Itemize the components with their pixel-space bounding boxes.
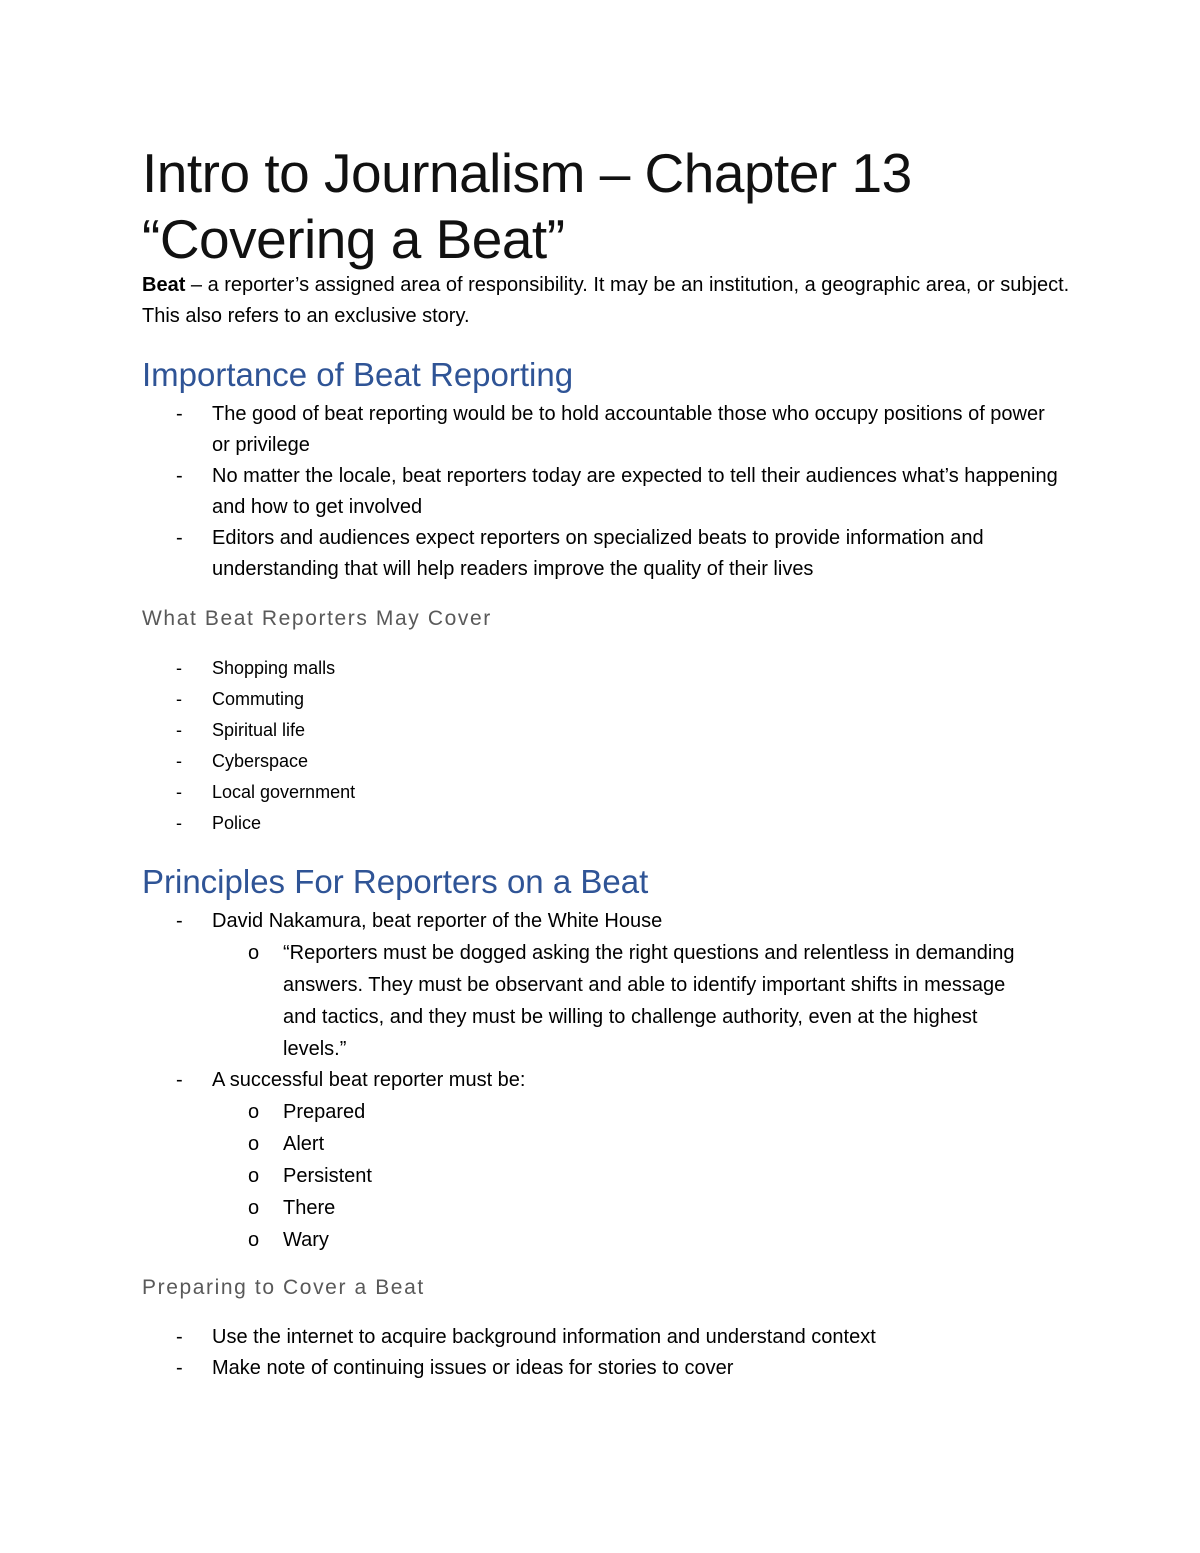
list-item: - Use the internet to acquire background information and understand context — [0, 1322, 1100, 1353]
quality-item: o Prepared — [0, 1096, 1100, 1128]
quality-item: o There — [0, 1192, 1100, 1224]
list-item: - Shopping malls — [0, 653, 1100, 684]
list-item: - Commuting — [0, 684, 1100, 715]
list-item: - Police — [0, 808, 1100, 839]
list-item: - David Nakamura, beat reporter of the White House o “Reporters must be dogged asking the right questions and relentless in demanding answers. They must be observant and able to identify important shifts in message and tactics, and they must be willing to challenge authority, even at the highest levels.” — [0, 906, 1100, 1065]
list-item: - Editors and audiences expect reporters on specialized beats to provide information and understanding that will help readers improve the quality of their lives — [0, 523, 1100, 585]
definition-text: – a reporter’s assigned area of responsibility. It may be an institution, a geographic area, or subject. This also refers to an exclusive story. — [142, 274, 1070, 327]
list-item: - A successful beat reporter must be: o Prepared o Alert o Persistent o There o Wary — [0, 1065, 1100, 1256]
document-title — [142, 140, 912, 272]
quote-list — [0, 937, 1100, 1065]
cover-list — [0, 653, 1100, 839]
title-line-2: “Covering a Beat” — [142, 208, 565, 270]
list-item: - Local government — [0, 777, 1100, 808]
preparing-heading: Preparing to Cover a Beat — [142, 1276, 425, 1299]
title-line-1: Intro to Journalism – Chapter 13 — [142, 142, 912, 204]
list-item: - Spiritual life — [0, 715, 1100, 746]
preparing-list — [0, 1322, 1100, 1384]
principles-heading: Principles For Reporters on a Beat — [142, 863, 649, 900]
importance-list — [0, 399, 1100, 585]
quality-item: o Alert — [0, 1128, 1100, 1160]
quality-item: o Persistent — [0, 1160, 1100, 1192]
principles-list — [0, 906, 1100, 1256]
list-item: - No matter the locale, beat reporters today are expected to tell their audiences what’s happening and how to get involved — [0, 461, 1100, 523]
cover-heading: What Beat Reporters May Cover — [142, 607, 492, 630]
definition-term: Beat — [142, 274, 186, 296]
qualities-list — [0, 1096, 1100, 1256]
beat-definition — [142, 270, 1082, 332]
list-item: - Cyberspace — [0, 746, 1100, 777]
quote-item: o “Reporters must be dogged asking the right questions and relentless in demanding answers. They must be observant and able to identify important shifts in message and tactics, and they must be willing to challenge authority, even at the highest levels.” — [0, 937, 1100, 1065]
list-item: - Make note of continuing issues or ideas for stories to cover — [0, 1353, 1100, 1384]
list-item: - The good of beat reporting would be to hold accountable those who occupy positions of power or privilege — [0, 399, 1100, 461]
importance-heading: Importance of Beat Reporting — [142, 356, 574, 393]
quality-item: o Wary — [0, 1224, 1100, 1256]
